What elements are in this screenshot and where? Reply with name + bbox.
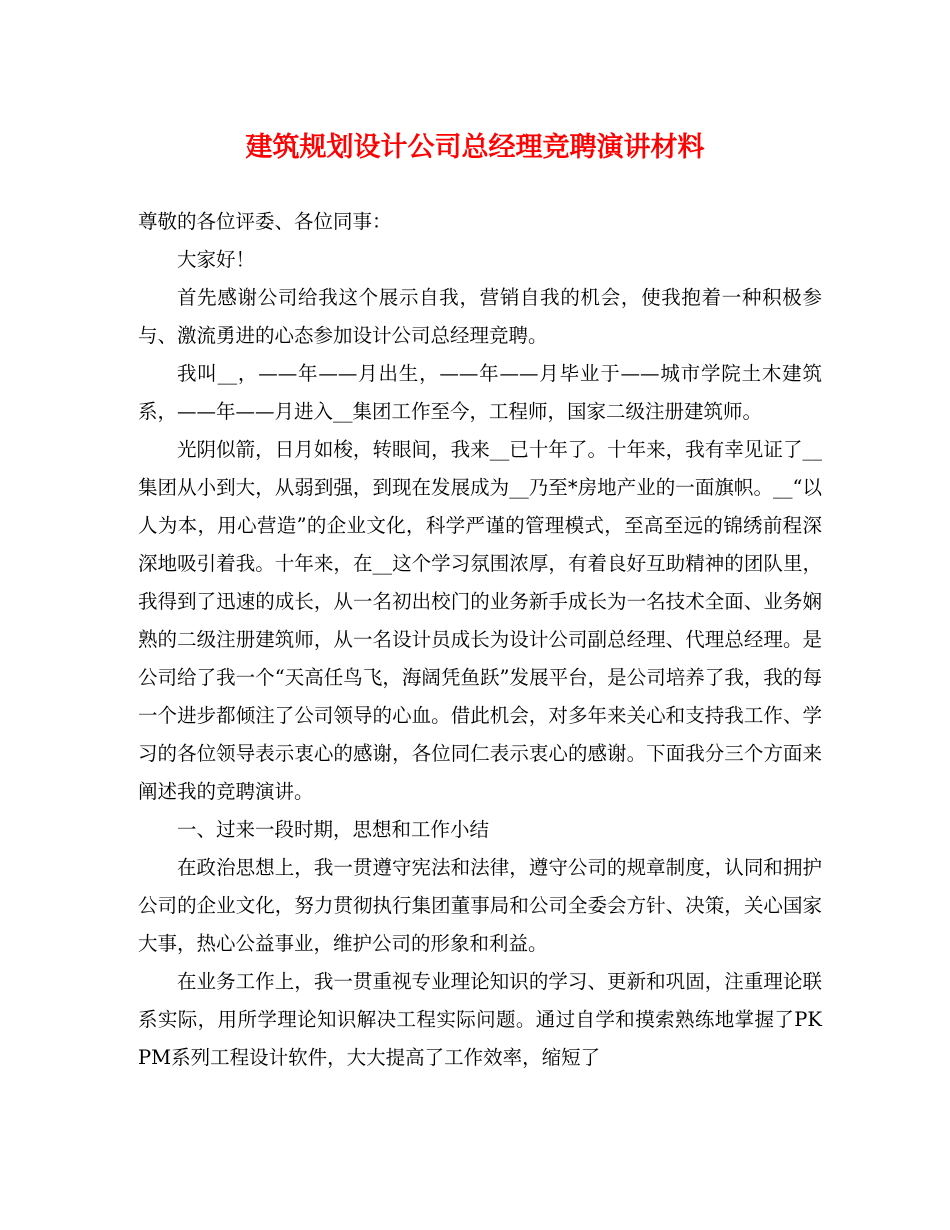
document-title: 建筑规划设计公司总经理竞聘演讲材料	[245, 132, 705, 163]
paragraph-greeting: 大家好！	[177, 248, 256, 271]
paragraph-political: 在政治思想上，我一贯遵守宪法和法律，遵守公司的规章制度，认同和拥护公司的企业文化，努力贯彻执行集团董事局和公司全委会方针、决策，关心国家大事，热心公益事业，维护公司的形象和利益。	[138, 856, 822, 955]
paragraph-professional: 在业务工作上，我一贯重视专业理论知识的学习、更新和巩固，注重理论联系实际，用所学理论知识解决工程实际问题。通过自学和摸索熟练地掌握了PKPM系列工程设计软件，大大提高了工作效率，缩短了	[138, 970, 822, 1069]
paragraph-thanks: 首先感谢公司给我这个展示自我，营销自我的机会，使我抱着一种积极参与、激流勇进的心态参加设计公司总经理竞聘。	[138, 286, 822, 347]
section-heading-summary: 一、过来一段时期，思想和工作小结	[177, 818, 490, 841]
salutation: 尊敬的各位评委、各位同事：	[138, 210, 392, 233]
paragraph-ten-years: 光阴似箭，日月如梭，转眼间，我来__已十年了。十年来，我有幸见证了__集团从小到大，从弱到强，到现在发展成为__乃至*房地产业的一面旗帜。__“以人为本，用心营造”的企业文化，科学严谨的管理模式，至高至远的锦绣前程深深地吸引着我。十年来，在__这个学习氛围浓厚，有着良好互助精神的团队里，我得到了迅速的成长，从一名初出校门的业务新手成长为一名技术全面、业务娴熟的二级注册建筑师，从一名设计员成长为设计公司副总经理、代理总经理。是公司给了我一个“天高任鸟飞，海阔凭鱼跃”发展平台，是公司培养了我，我的每一个进步都倾注了公司领导的心血。借此机会，对多年来关心和支持我工作、学习的各位领导表示衷心的感谢，各位同仁表示衷心的感谢。下面我分三个方面来阐述我的竞聘演讲。	[138, 438, 822, 803]
document-body	[138, 203, 822, 1077]
paragraph-introduction: 我叫__，——年——月出生，——年——月毕业于——城市学院土木建筑系，——年——月进入__集团工作至今，工程师，国家二级注册建筑师。	[138, 362, 822, 423]
